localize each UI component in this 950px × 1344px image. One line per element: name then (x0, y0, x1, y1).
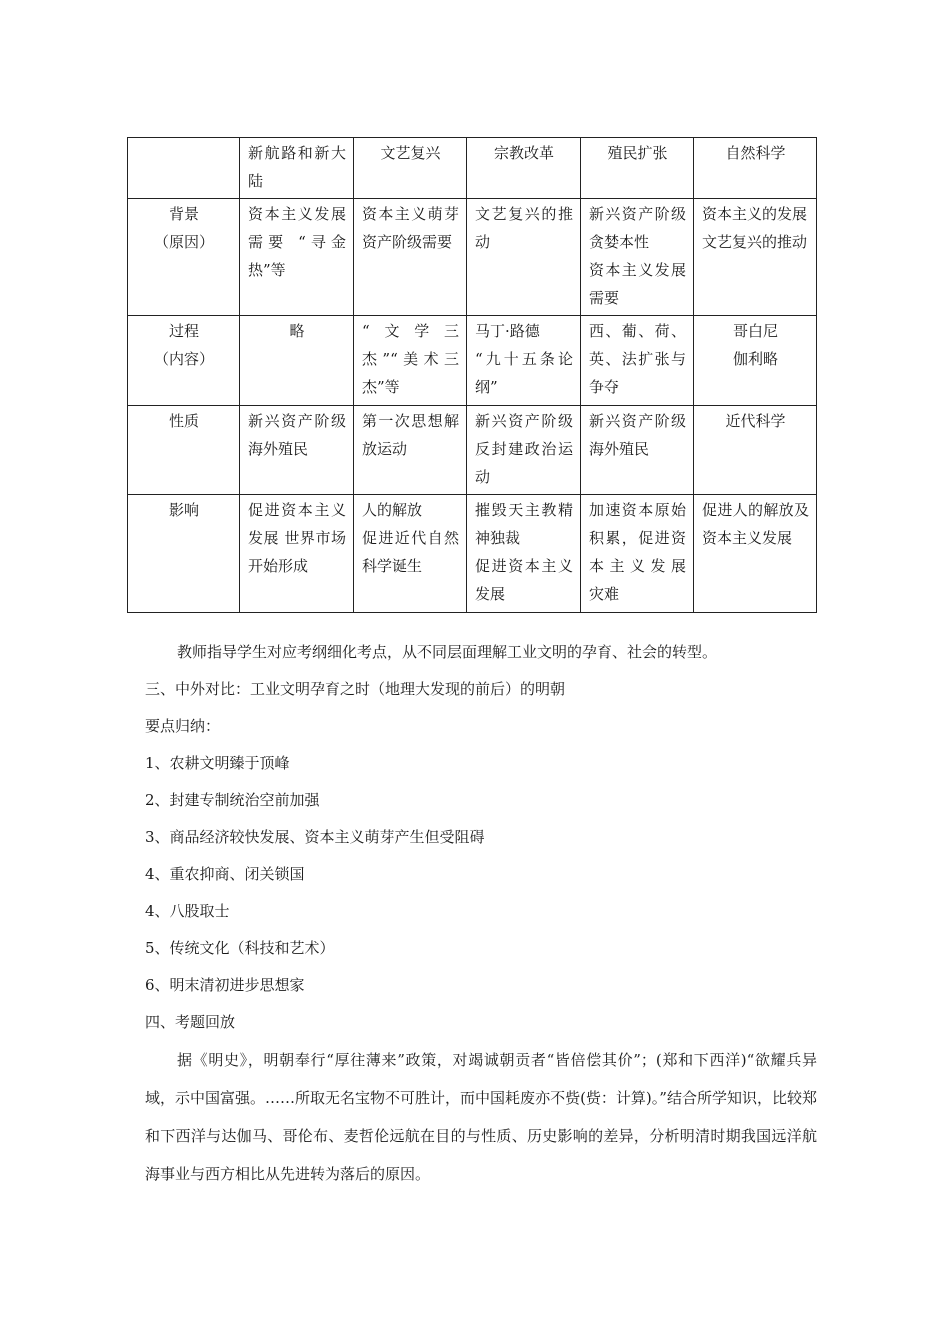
table-header-row (128, 138, 817, 199)
question-text: 据《明史》，明朝奉行“厚往薄来”政策，对竭诚朝贡者“皆倍偿其价”；(郑和下西洋)“欲耀兵异域，示中国富强。……所取无名宝物不可胜计，而中国耗废亦不赀(赀：计算)。”结合所学知识，比较郑和下西洋与达伽马、哥伦布、麦哲伦远航在目的与性质、历史影响的差异，分析明清时期我国远洋航海事业与西方相比从先进转为落后的原因。 (145, 1051, 817, 1183)
list-item: 2、封建专制统治空前加强 (145, 791, 320, 809)
table-cell: 哥白尼 伽利略 (694, 316, 817, 406)
table-cell: 促进资本主义发展 世界市场开始形成 (240, 495, 354, 613)
row-label: 影响 (128, 495, 240, 613)
table-cell: 资本主义萌芽 资产阶级需要 (354, 199, 467, 316)
intro-paragraph: 教师指导学生对应考纲细化考点，从不同层面理解工业文明的孕育、社会的转型。 (177, 643, 718, 661)
table-cell: 第一次思想解放运动 (354, 406, 467, 495)
table-cell: 新兴资产阶级海外殖民 (581, 406, 694, 495)
table-row (128, 406, 817, 495)
table-row (128, 199, 817, 316)
header-cell (128, 138, 240, 199)
table-cell: 西、葡、荷、英、法扩张与争夺 (581, 316, 694, 406)
question-paragraph (145, 1041, 817, 1193)
table-cell: 资本主义的发展 文艺复兴的推动 (694, 199, 817, 316)
table-cell: 促进人的解放及资本主义发展 (694, 495, 817, 613)
body-text (145, 634, 817, 1193)
section-4-title: 四、考题回放 (145, 1013, 236, 1031)
table-cell: 略 (240, 316, 354, 406)
table-row (128, 495, 817, 613)
list-item: 3、商品经济较快发展、资本主义萌芽产生但受阻碍 (145, 828, 485, 846)
table-cell: “文学三杰”“美术三杰”等 (354, 316, 467, 406)
table-cell: 马丁·路德 “九十五条论纲” (467, 316, 581, 406)
list-item: 6、明末清初进步思想家 (145, 976, 305, 994)
header-cell: 文艺复兴 (354, 138, 467, 199)
table-cell: 新兴资产阶级贪婪本性 资本主义发展需要 (581, 199, 694, 316)
row-label: 背景 （原因） (128, 199, 240, 316)
table-cell: 文艺复兴的推动 (467, 199, 581, 316)
row-label: 性质 (128, 406, 240, 495)
summary-label: 要点归纳： (145, 717, 221, 735)
list-item: 1、农耕文明臻于顶峰 (145, 754, 290, 772)
header-cell: 宗教改革 (467, 138, 581, 199)
header-cell: 自然科学 (694, 138, 817, 199)
table-cell: 摧毁天主教精神独裁 促进资本主义发展 (467, 495, 581, 613)
table-cell: 加速资本原始积累，促进资本主义发展 灾难 (581, 495, 694, 613)
table-row (128, 316, 817, 406)
section-3-title: 三、中外对比：工业文明孕育之时（地理大发现的前后）的明朝 (145, 680, 566, 698)
table-cell: 新兴资产阶级海外殖民 (240, 406, 354, 495)
row-label: 过程 （内容） (128, 316, 240, 406)
table-cell: 资本主义发展需要 “寻金热”等 (240, 199, 354, 316)
table-cell: 近代科学 (694, 406, 817, 495)
list-item: 5、传统文化（科技和艺术） (145, 939, 335, 957)
list-item: 4、重农抑商、闭关锁国 (145, 865, 305, 883)
table-cell: 新兴资产阶级反封建政治运动 (467, 406, 581, 495)
comparison-table (127, 137, 817, 613)
table-cell: 人的解放 促进近代自然科学诞生 (354, 495, 467, 613)
list-item: 4、八股取士 (145, 902, 230, 920)
header-cell: 新航路和新大陆 (240, 138, 354, 199)
header-cell: 殖民扩张 (581, 138, 694, 199)
